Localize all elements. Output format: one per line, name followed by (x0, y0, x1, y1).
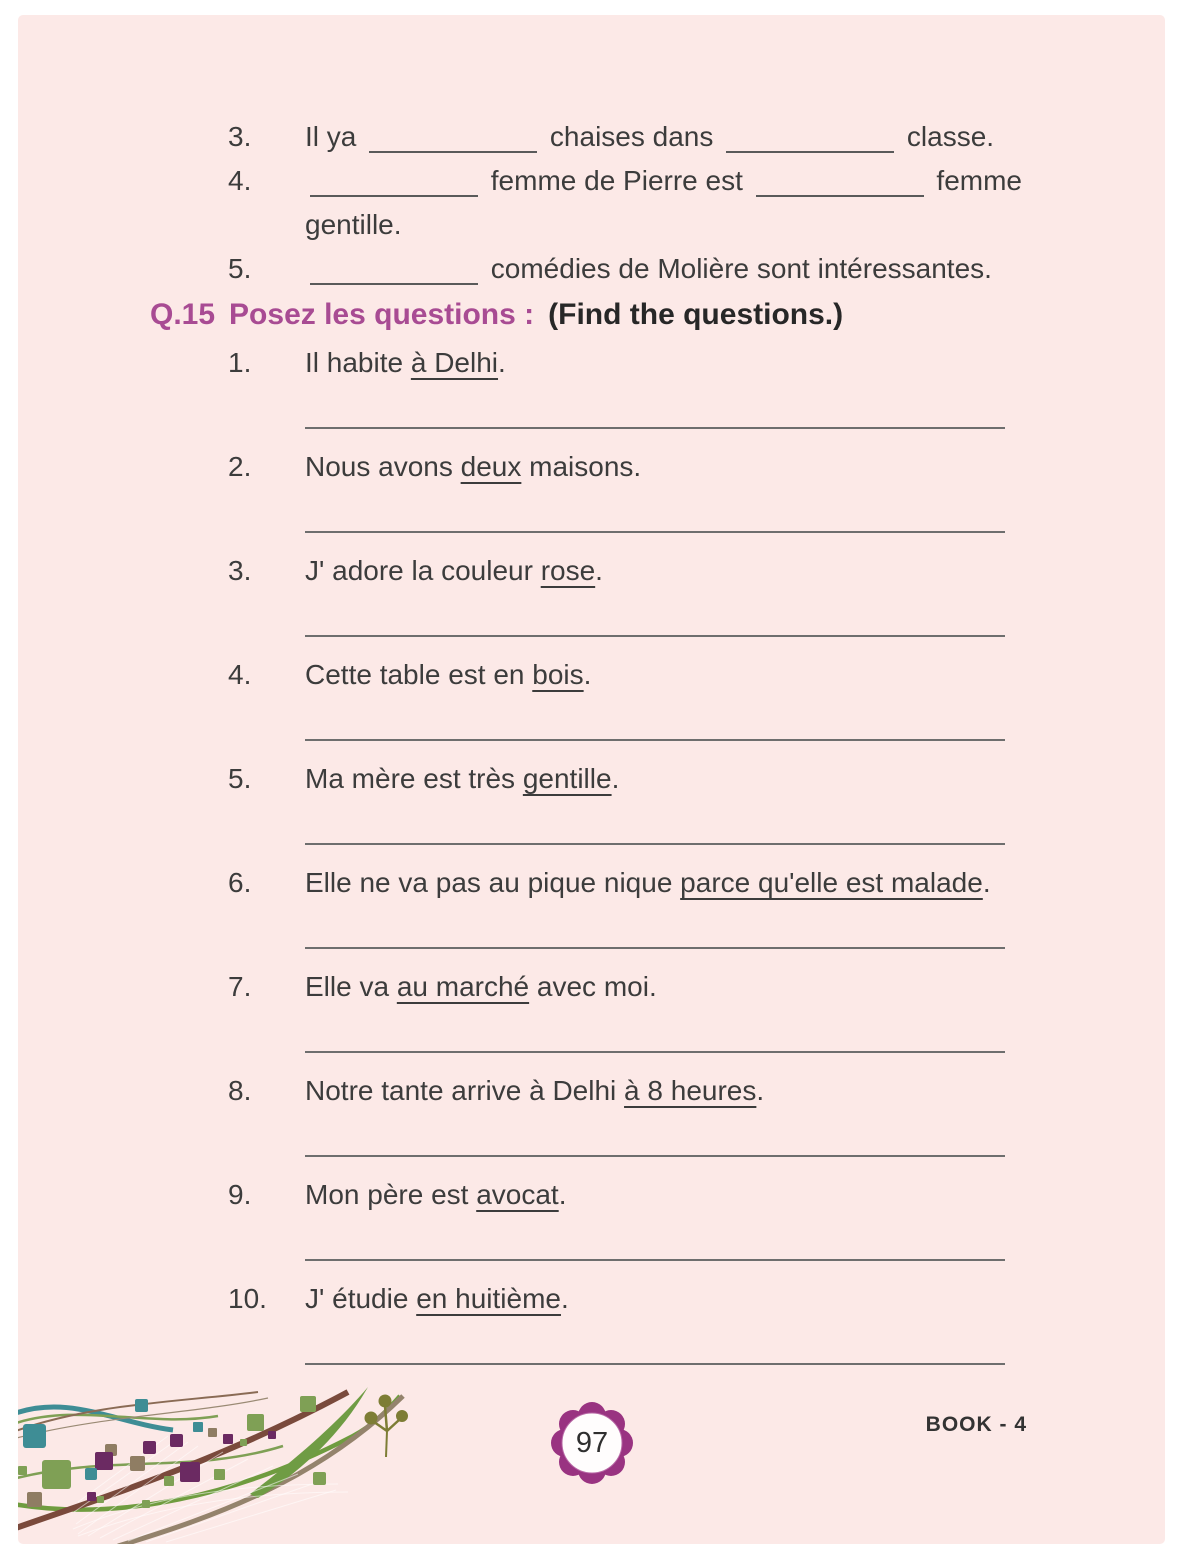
underlined-fragment: gentille (522, 763, 612, 794)
exercise-item (18, 159, 1165, 247)
item-number: 3. (228, 555, 252, 586)
fill-in-blank-line (310, 283, 478, 285)
sentence-text (305, 115, 1053, 159)
question-item (18, 549, 1165, 637)
question-item (18, 757, 1165, 845)
underlined-fragment: deux (460, 451, 522, 482)
sentence-text (305, 965, 1053, 1009)
answer-line (305, 1259, 1005, 1261)
sentence-text (305, 445, 1053, 489)
sentence-fragment: . (982, 867, 991, 898)
item-number: 1. (228, 347, 252, 378)
item-number: 4. (228, 659, 252, 690)
sentence-fragment: femme gentille. (305, 165, 1023, 240)
underlined-fragment: en huitième (416, 1283, 561, 1314)
sentence-fragment: . (560, 1283, 569, 1314)
sentence-fragment: J' adore la couleur (305, 555, 541, 586)
sentence-text (305, 159, 1053, 247)
answer-line (305, 843, 1005, 845)
answer-line (305, 1155, 1005, 1157)
answer-line (305, 427, 1005, 429)
question-item (18, 1277, 1165, 1365)
underlined-fragment: rose (540, 555, 596, 586)
item-number: 2. (228, 451, 252, 482)
sentence-fragment: J' étudie (305, 1283, 417, 1314)
sentence-fragment: avec moi. (529, 971, 657, 1002)
sentence-fragment: Cette table est en (305, 659, 533, 690)
fill-in-blank-line (310, 195, 478, 197)
sentence-text (305, 247, 1053, 291)
underlined-fragment: au marché (396, 971, 530, 1002)
underlined-fragment: bois (532, 659, 584, 690)
page-content (18, 15, 1165, 1365)
answer-line (305, 947, 1005, 949)
sentence-fragment: Elle ne va pas au pique nique (305, 867, 681, 898)
fill-in-blank-line (369, 151, 537, 153)
item-number: 10. (228, 1283, 267, 1314)
sentence-fragment: Il ya (305, 121, 365, 152)
sentence-text (305, 341, 1053, 385)
sentence-fragment: . (498, 347, 506, 378)
item-number: 8. (228, 1075, 252, 1106)
underlined-fragment: parce qu'elle est malade (680, 867, 983, 898)
page-number: 97 (575, 1426, 609, 1459)
sentence-fragment: femme de Pierre est (483, 165, 751, 196)
page-background (18, 15, 1165, 1544)
underlined-fragment: à 8 heures (624, 1075, 757, 1106)
sentence-text (305, 653, 1053, 697)
item-number: 5. (228, 253, 252, 284)
answer-line (305, 531, 1005, 533)
answer-line (305, 1051, 1005, 1053)
sentence-fragment: Nous avons (305, 451, 461, 482)
flourish-graphic (18, 1384, 458, 1544)
sentence-fragment: . (583, 659, 592, 690)
question-item (18, 965, 1165, 1053)
sentence-fragment: . (558, 1179, 567, 1210)
sentence-text (305, 1173, 1053, 1217)
item-number: 6. (228, 867, 252, 898)
question-title-english: (Find the questions.) (548, 298, 844, 331)
answer-line (305, 635, 1005, 637)
underlined-fragment: à Delhi (410, 347, 499, 378)
item-number: 7. (228, 971, 252, 1002)
item-number: 4. (228, 165, 252, 196)
question-number-label: Q.15 (150, 298, 216, 331)
item-number: 5. (228, 763, 252, 794)
previous-exercise-list (18, 15, 1165, 291)
question-title-french: Posez les questions : (229, 298, 535, 331)
sentence-fragment: maisons. (521, 451, 642, 482)
sentence-text (305, 757, 1053, 801)
sentence-fragment: . (595, 555, 603, 586)
sentence-text (305, 861, 1053, 905)
answer-line (305, 739, 1005, 741)
sentence-fragment: . (756, 1075, 765, 1106)
exercise-item (18, 115, 1165, 159)
fill-in-blank-line (756, 195, 924, 197)
fill-in-blank-line (726, 151, 894, 153)
answer-line (305, 1363, 1005, 1365)
sentence-text (305, 1277, 1053, 1321)
sentence-fragment: Notre tante arrive à Delhi (305, 1075, 625, 1106)
question-heading (18, 293, 1165, 337)
item-number: 3. (228, 121, 252, 152)
question-item (18, 1173, 1165, 1261)
question-item (18, 341, 1165, 429)
question-item (18, 1069, 1165, 1157)
item-number: 9. (228, 1179, 252, 1210)
exercise-item (18, 247, 1165, 291)
book-label: BOOK - 4 (925, 1413, 1027, 1436)
sentence-fragment: classe. (899, 121, 995, 152)
page-number-badge (548, 1398, 636, 1488)
sentence-fragment: Ma mère est très (305, 763, 523, 794)
question-item (18, 445, 1165, 533)
sentence-fragment: comédies de Molière sont intéressantes. (483, 253, 992, 284)
question-item (18, 861, 1165, 949)
q15-list (18, 341, 1165, 1365)
question-item (18, 653, 1165, 741)
underlined-fragment: avocat (476, 1179, 559, 1210)
sentence-fragment: . (611, 763, 620, 794)
sentence-fragment: Elle va (305, 971, 397, 1002)
sentence-fragment: chaises dans (542, 121, 722, 152)
sentence-text (305, 549, 1053, 593)
sentence-fragment: Mon père est (305, 1179, 477, 1210)
sentence-text (305, 1069, 1053, 1113)
sentence-fragment: Il habite (305, 347, 411, 378)
